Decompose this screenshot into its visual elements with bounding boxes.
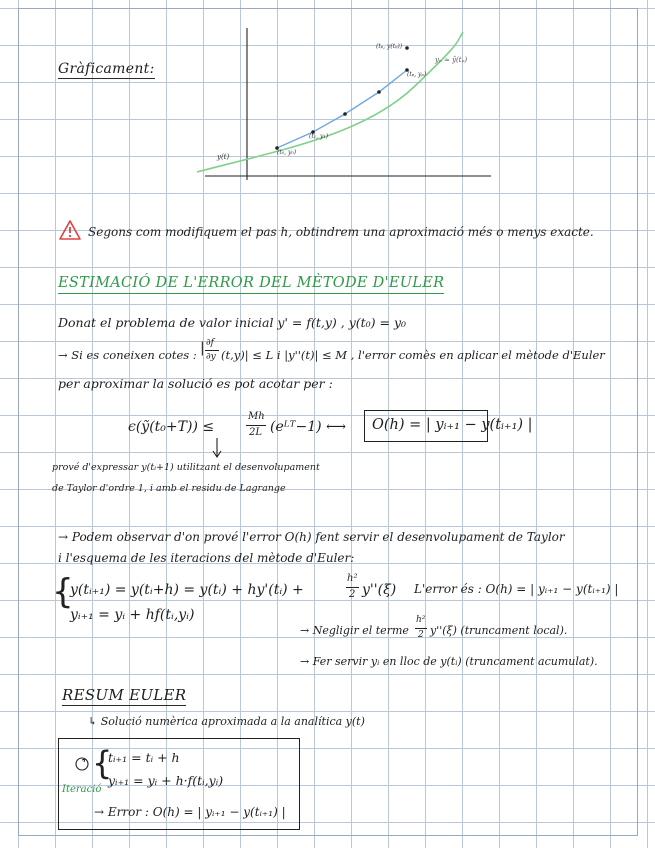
local-frac-bar: [415, 628, 427, 629]
bounds-line-rest: (t,y)| ≤ L i |y''(t)| ≤ M , l'error comès en aplicar el mètode d'Euler: [221, 348, 605, 362]
error-definition: L'error és : O(h) = | yᵢ₊₁ − y(tᵢ₊₁) |: [414, 582, 619, 596]
label-t1: (t₁, y₁): [309, 133, 329, 140]
warning-triangle-icon: [58, 219, 82, 241]
bounds-line-prefix: → Si es coneixen cotes :: [58, 348, 197, 362]
error-section-title: ESTIMACIÓ DE L'ERROR DEL MÈTODE D'EULER: [58, 276, 444, 294]
euler-graph: [195, 24, 495, 184]
summary-title: RESUM EULER: [62, 686, 187, 704]
point-t2: [343, 112, 347, 116]
error-bound-denominator: 2L: [249, 427, 263, 438]
taylor-frac-bar: [346, 587, 359, 588]
loop-icon: [74, 756, 90, 772]
curve-label: y(t): [217, 153, 230, 161]
point-tp-exact: [405, 46, 409, 50]
taylor-intro-line1: → Podem observar d'on prové l'error O(h) fent servir el desenvolupament de Taylor: [58, 530, 565, 544]
iteration-y-update: yᵢ₊₁ = yᵢ + h·f(tᵢ,yᵢ): [108, 773, 224, 788]
iteration-t-update: tᵢ₊₁ = tᵢ + h: [108, 750, 180, 765]
local-error-formula: O(h) = | yᵢ₊₁ − y(tᵢ₊₁) |: [372, 417, 533, 433]
partial-fraction-bar: [205, 350, 219, 351]
euler-step-equation: yᵢ₊₁ = yᵢ + hf(tᵢ,yᵢ): [70, 607, 195, 623]
graph-legend: yₚ ≈ ŷ(tₚ): [435, 56, 468, 64]
summary-description: ↳ Solució numèrica aproximada a la analítica y(t): [88, 715, 365, 728]
label-t0: (t₀, y₀): [277, 149, 297, 156]
taylor-equation-tail: y''(ξ): [362, 582, 397, 598]
taylor-frac-den: 2: [349, 589, 356, 600]
bound-intro: per aproximar la solució es pot acotar per :: [58, 376, 333, 391]
iteration-brace: {: [92, 744, 113, 782]
taylor-note-line2: de Taylor d'ordre 1, i amb el residu de Lagrange: [52, 483, 286, 494]
warning-text: Segons com modifiquem el pas h, obtindrem una aproximació més o menys exacte.: [88, 225, 594, 239]
error-bound-right: (eᴸᵀ−1) ⟷: [270, 419, 347, 435]
initial-value-problem: Donat el problema de valor inicial y' = f(t,y) , y(t₀) = y₀: [58, 315, 407, 330]
error-bound-fraction-bar: [246, 425, 266, 426]
local-truncation-rest: y''(ξ) (truncament local).: [430, 624, 568, 637]
iteration-label: Iteració: [62, 784, 102, 795]
exact-solution-curve: [197, 32, 463, 172]
partial-denominator: ∂y: [206, 352, 216, 362]
partial-numerator: ∂f: [206, 338, 214, 348]
local-frac-den: 2: [418, 630, 424, 640]
system-brace: {: [52, 572, 74, 612]
euler-approximation-line: [277, 70, 407, 148]
label-tp-approx: (tₚ, yₚ): [407, 71, 427, 78]
error-bound-numerator: Mh: [248, 411, 265, 422]
graph-section-label: Gràficament:: [58, 61, 155, 77]
abs-bar-left: |: [200, 340, 205, 356]
label-tp-exact: (tₚ, y(tₚ)): [376, 43, 403, 50]
taylor-equation: y(tᵢ₊₁) = y(tᵢ+h) = y(tᵢ) + hy'(tᵢ) +: [70, 582, 304, 598]
down-arrow-icon: [210, 437, 224, 459]
error-bound-left: ϵ(ỹ(t₀+T)) ≤: [128, 419, 215, 435]
point-t3: [377, 90, 381, 94]
local-frac-num: h²: [416, 615, 426, 625]
local-truncation-prefix: → Negligir el terme: [300, 624, 409, 637]
accumulated-truncation: → Fer servir yᵢ en lloc de y(tᵢ) (truncament acumulat).: [300, 655, 598, 668]
summary-error: → Error : O(h) = | yᵢ₊₁ − y(tᵢ₊₁) |: [94, 805, 286, 819]
taylor-note-line1: prové d'expressar y(tᵢ+1) utilitzant el desenvolupament: [52, 462, 320, 473]
taylor-intro-line2: i l'esquema de les iteracions del mètode d'Euler:: [58, 551, 355, 565]
taylor-frac-num: h²: [347, 573, 358, 584]
